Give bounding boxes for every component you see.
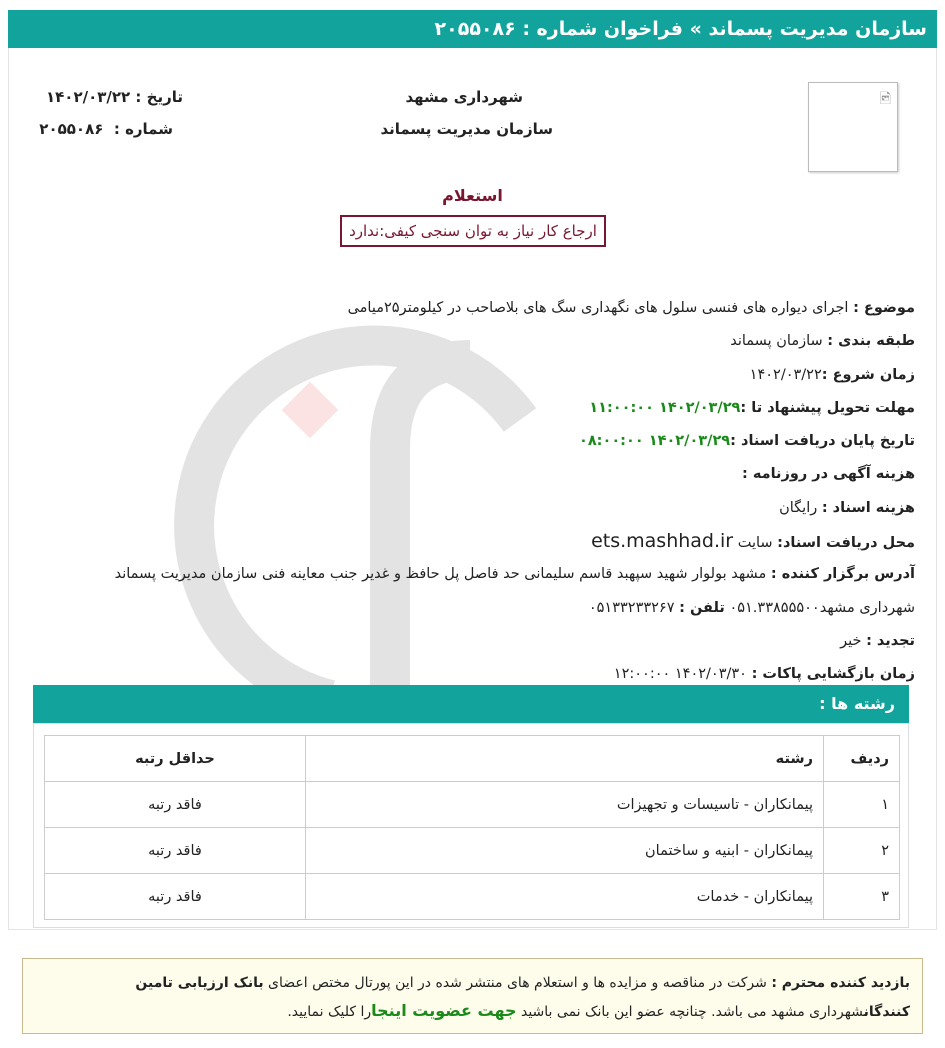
number-field bbox=[39, 120, 173, 138]
org-name: شهرداری مشهد bbox=[405, 88, 523, 106]
table-header-row bbox=[45, 736, 900, 782]
org-logo-placeholder bbox=[808, 82, 898, 172]
number-label: شماره : bbox=[113, 120, 173, 138]
col-index: ردیف bbox=[824, 736, 900, 782]
col-rank: حداقل رتبه bbox=[45, 736, 306, 782]
detail-doc-cost: هزینه اسناد : رایگان bbox=[779, 499, 915, 516]
detail-deadline: مهلت تحویل پیشنهاد تا :۱۴۰۲/۰۳/۲۹ ۱۱:۰۰:۰۰ bbox=[589, 399, 915, 416]
date-field bbox=[46, 88, 183, 106]
date-label: تاریخ : bbox=[135, 88, 183, 106]
detail-opening: زمان بازگشایی پاکات : ۱۴۰۲/۰۳/۳۰ ۱۲:۰۰:۰۰ bbox=[613, 666, 915, 683]
table-row: ۱ پیمانکاران - تاسیسات و تجهیزات فاقد رتبه bbox=[45, 782, 900, 828]
broken-image-icon: 🖻 bbox=[879, 91, 891, 107]
doc-type: استعلام bbox=[442, 186, 503, 205]
detail-ad-cost: هزینه آگهی در روزنامه : bbox=[741, 466, 915, 483]
date-value: ۱۴۰۲/۰۳/۲۲ bbox=[45, 88, 131, 106]
table-row: ۳ پیمانکاران - خدمات فاقد رتبه bbox=[45, 874, 900, 920]
fields-table bbox=[44, 735, 900, 920]
detail-address: آدرس برگزار کننده : مشهد بولوار شهید سپهبد قاسم سلیمانی حد فاصل پل حافظ و غدیر جنب معاینه فنی سازمان مدیریت پسماند bbox=[114, 566, 915, 583]
number-value: ۲۰۵۵۰۸۶ bbox=[39, 120, 104, 138]
table-row: ۲ پیمانکاران - ابنیه و ساختمان فاقد رتبه bbox=[45, 828, 900, 874]
detail-doc-place: محل دریافت اسناد: سایت ets.mashhad.ir bbox=[591, 530, 915, 553]
detail-docs-end: تاریخ پایان دریافت اسناد :۱۴۰۲/۰۳/۲۹ ۰۸:۰۰:۰۰ bbox=[578, 433, 915, 450]
page-header: سازمان مدیریت پسماند » فراخوان شماره : ۲۰۵۵۰۸۶ bbox=[8, 10, 937, 48]
membership-link[interactable]: جهت عضویت اینجا bbox=[371, 1001, 517, 1020]
org-subname: سازمان مدیریت پسماند bbox=[380, 120, 553, 138]
visitor-notice: بازدید کننده محترم : شرکت در مناقصه و مزایده ها و استعلام های منتشر شده در این پورتال مختص اعضای بانک ارزیابی تامین کنندگانشهرداری مشهد می باشد. چنانچه عضو این بانک نمی باشید جهت عضویت اینجارا کلیک نمایید. bbox=[22, 958, 923, 1034]
details-list bbox=[35, 292, 915, 692]
col-field: رشته bbox=[306, 736, 824, 782]
fields-section-header: رشته ها : bbox=[33, 685, 909, 723]
site-link[interactable]: ets.mashhad.ir bbox=[591, 530, 734, 553]
quality-note: ارجاع کار نیاز به توان سنجی کیفی:ندارد bbox=[340, 215, 606, 247]
detail-phone: شهرداری مشهد۰۵۱.۳۳۸۵۵۵۰۰ تلفن : ۰۵۱۳۳۲۳۳۲۶۷ bbox=[588, 599, 915, 616]
detail-start: زمان شروع :۱۴۰۲/۰۳/۲۲ bbox=[749, 366, 915, 383]
detail-subject: موضوع : اجرای دیواره های فنسی سلول های نگهداری سگ های بلاصاحب در کیلومتر۲۵میامی bbox=[347, 300, 915, 316]
detail-category: طبقه بندی : سازمان پسماند bbox=[730, 333, 915, 350]
detail-renewal: تجدید : خیر bbox=[840, 632, 915, 649]
